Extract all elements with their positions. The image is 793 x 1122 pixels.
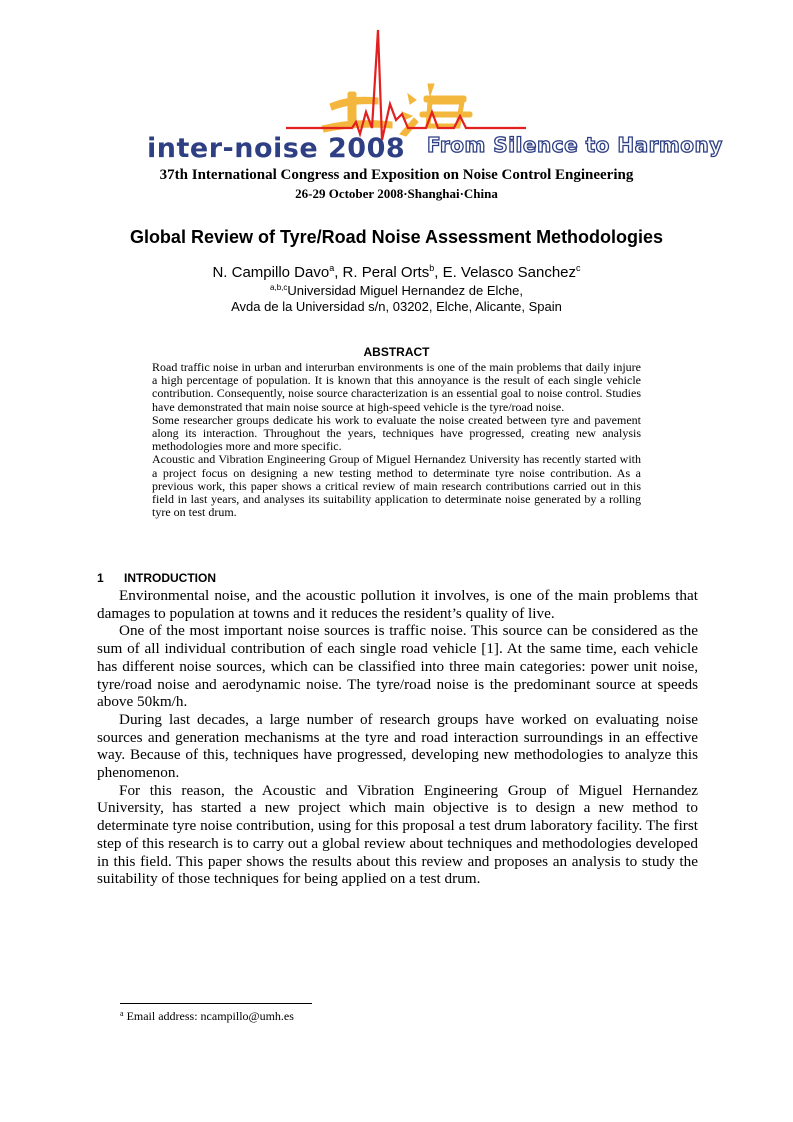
- author-name: E. Velasco Sanchez: [442, 264, 577, 281]
- abstract-paragraph: Acoustic and Vibration Engineering Group of Miguel Hernandez University has recently started with a project focus on designing a new testing method to determinate tyre noise contribution. As a previous work, this paper shows a critical review of main research contributions carried out in this field in last years, and analyses its suitability application to determinate noise generated by a rolling tyre on test drum.: [152, 452, 641, 520]
- author-name: N. Campillo Davo: [212, 264, 330, 281]
- footnote-marker: a: [120, 1009, 124, 1018]
- body-paragraph: One of the most important noise sources is traffic noise. This source can be considered as the sum of all individual contribution of each single road vehicle [1]. At the same time, each vehicle has different noise sources, which can be classified into three main categories: power unit noise, tyre/road noise and aerodynamic noise. The tyre/road noise is the predominant source at speeds above 50km/h.: [97, 622, 698, 711]
- section-title: INTRODUCTION: [124, 571, 216, 585]
- affiliation-marker: a,b,c: [270, 283, 288, 292]
- footnote-divider: [120, 1003, 312, 1004]
- body-paragraph: For this reason, the Acoustic and Vibration Engineering Group of Miguel Hernandez University, has started a new project which main objective is to design a new method to determinate tyre noise contribution, using for this proposal a test drum laboratory facility. The first step of this research is to carry out a global review about techniques and methodologies developed in this field. This paper shows the results about this review and proposes an analysis to study the suitability of those techniques for being applied on a test drum.: [97, 781, 698, 888]
- abstract-paragraph: Road traffic noise in urban and interurban environments is one of the main problems that daily injure a high percentage of population. It is known that this annoyance is the result of each single vehicle contribution. Consequently, noise source characterization is an essential goal to noise control. Studies have demonstrated that main noise source at high-speed vehicle is the tyre/road noise.: [152, 360, 641, 414]
- author-name: R. Peral Orts: [342, 264, 430, 281]
- logo-wordmark: inter-noise 2008: [147, 133, 406, 164]
- affiliation-name: Universidad Miguel Hernandez de Elche,: [287, 283, 523, 298]
- abstract-paragraph: Some researcher groups dedicate his work to evaluate the noise created between tyre and pavement along its interaction. Throughout the years, techniques have progressed, creating new analysis methodologies more and more specific.: [152, 412, 641, 454]
- abstract-heading: ABSTRACT: [363, 345, 430, 359]
- affiliation-address: Avda de la Universidad s/n, 03202, Elche, Alicante, Spain: [231, 299, 562, 314]
- abstract-body: [152, 361, 641, 519]
- author-list: [0, 264, 793, 281]
- author-affiliation-marker: b: [429, 263, 435, 273]
- conference-logo: [0, 0, 793, 168]
- section-heading: [97, 571, 216, 585]
- footnote-text: Email address: ncampillo@umh.es: [126, 1009, 294, 1023]
- paper-title: Global Review of Tyre/Road Noise Assessment Methodologies: [129, 227, 664, 247]
- author-affiliation-marker: a: [329, 263, 335, 273]
- conference-name: 37th International Congress and Exposition on Noise Control Engineering: [159, 167, 634, 183]
- section-number: 1: [97, 571, 104, 585]
- author-affiliation-marker: c: [576, 263, 581, 273]
- sound-wave-graphic: [286, 30, 526, 140]
- affiliation: [0, 283, 793, 298]
- body-paragraph: Environmental noise, and the acoustic pollution it involves, is one of the main problems that damages to population at towns and it reduces the resident’s quality of live.: [97, 587, 698, 622]
- section-body: [97, 587, 698, 888]
- author-separator: ,: [434, 264, 443, 281]
- conference-date-location: 26-29 October 2008·Shanghai·China: [295, 186, 498, 201]
- body-paragraph: During last decades, a large number of research groups have worked on evaluating noise sources and generation mechanisms at the tyre and road interaction surroundings in an effective way. Because of this, techniques have progressed, developing new methodologies to analyze this phenomenon.: [97, 710, 698, 782]
- author-separator: ,: [334, 264, 343, 281]
- logo-tagline: From Silence to Harmony: [427, 133, 723, 157]
- footnote: [120, 1009, 294, 1024]
